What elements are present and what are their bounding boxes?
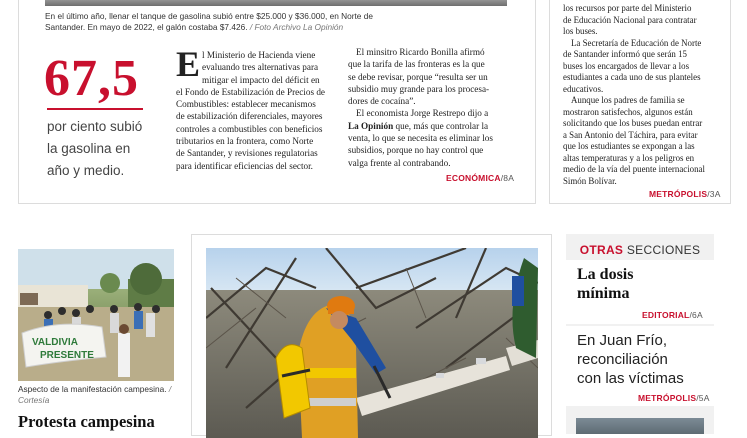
otras-item-2-tag: METRÓPOLIS/5A <box>638 393 710 403</box>
fuel-photo-edge <box>45 0 507 6</box>
fuel-photo-credit: / Foto Archivo La Opinión <box>249 22 344 32</box>
fuel-photo-caption: En el último año, llenar el tanque de gasolina subió entre $25.000 y $36.000, en Norte de Santander. En mayo de 2022, el galón costaba $7.426. / Foto Archivo La Opinión <box>45 11 373 32</box>
drop-cap: E <box>176 44 201 84</box>
fuel-column-2: El minsitro Ricardo Bonilla afirmó que la tarifa de las fronteras es la que se debe revisar, porque “resulta ser un subsidio muy grande para los procesa- dores de cocaína”. El economista Jorge Restrepo dijo a La Opinión que, más que controlar la venta, lo que se necesita es eliminar los subsidios, porque no hay control que valga frente al contrabando. <box>348 47 493 168</box>
fire-photo-art <box>206 248 538 438</box>
fire-photo <box>206 248 538 438</box>
otras-item-2[interactable] <box>566 326 714 406</box>
fire-photo-box <box>191 234 552 436</box>
otras-item-1[interactable] <box>566 260 714 324</box>
buses-body: los recursos por parte del Ministerio de Educación Nacional para contratar los buses. La Secretaría de Educación de Norte de Santander informó que serán 15 buses los encargados de llevar a los estudiantes a cada uno de sus planteles educativos. Aunque los padres de familia se mostraron satisfechos, algunos están solicitando que los buses puedan entrar a San Antonio del Táchira, para evitar que los estudiantes se expongan a las altas temperaturas y a los peligros en medio de la vía del puente internacional Simón Bolívar. <box>563 3 705 186</box>
buses-story-box <box>549 0 731 204</box>
protest-banner-text-1: VALDIVIA <box>32 337 78 348</box>
otras-item-3-thumb[interactable] <box>576 418 704 434</box>
otras-secciones-box <box>566 234 714 434</box>
fuel-column-1: E l Ministerio de Hacienda viene evaluando tres alternativas para mitigar el impacto del déficit en el Fondo de Estabilización de Precios de Combustibles: establecer mecanismos de estabilización diferenciales, mayores controles a combustibles con beneficios tributarios en la frontera, como Norte de Santander, y revisiones regulatorias para identificar eficiencias del sector. <box>176 44 326 171</box>
fuel-big-number-rule <box>47 108 143 110</box>
otras-secciones-title: OTRAS SECCIONES <box>579 243 701 257</box>
protest-photo-art <box>18 249 174 381</box>
fuel-story-box <box>18 0 536 204</box>
protest-caption: Aspecto de la manifestación campesina. / Cortesía <box>18 384 172 405</box>
otras-item-2-title: En Juan Frío, reconciliación con las víctimas <box>577 332 684 387</box>
protest-photo <box>18 249 174 381</box>
fuel-big-number: 67,5 <box>44 50 139 107</box>
fuel-big-caption: por ciento subió la gasolina en año y medio. <box>47 119 143 178</box>
protest-banner-text-2: PRESENTE <box>40 350 94 361</box>
buses-section-link[interactable]: METRÓPOLIS/3A <box>649 189 721 199</box>
otras-item-1-title: La dosis mínima <box>577 266 634 302</box>
otras-item-1-tag: EDITORIAL/6A <box>642 310 703 320</box>
protest-headline[interactable]: Protesta campesina <box>18 412 155 431</box>
fuel-section-link[interactable]: ECONÓMICA/8A <box>446 173 515 183</box>
